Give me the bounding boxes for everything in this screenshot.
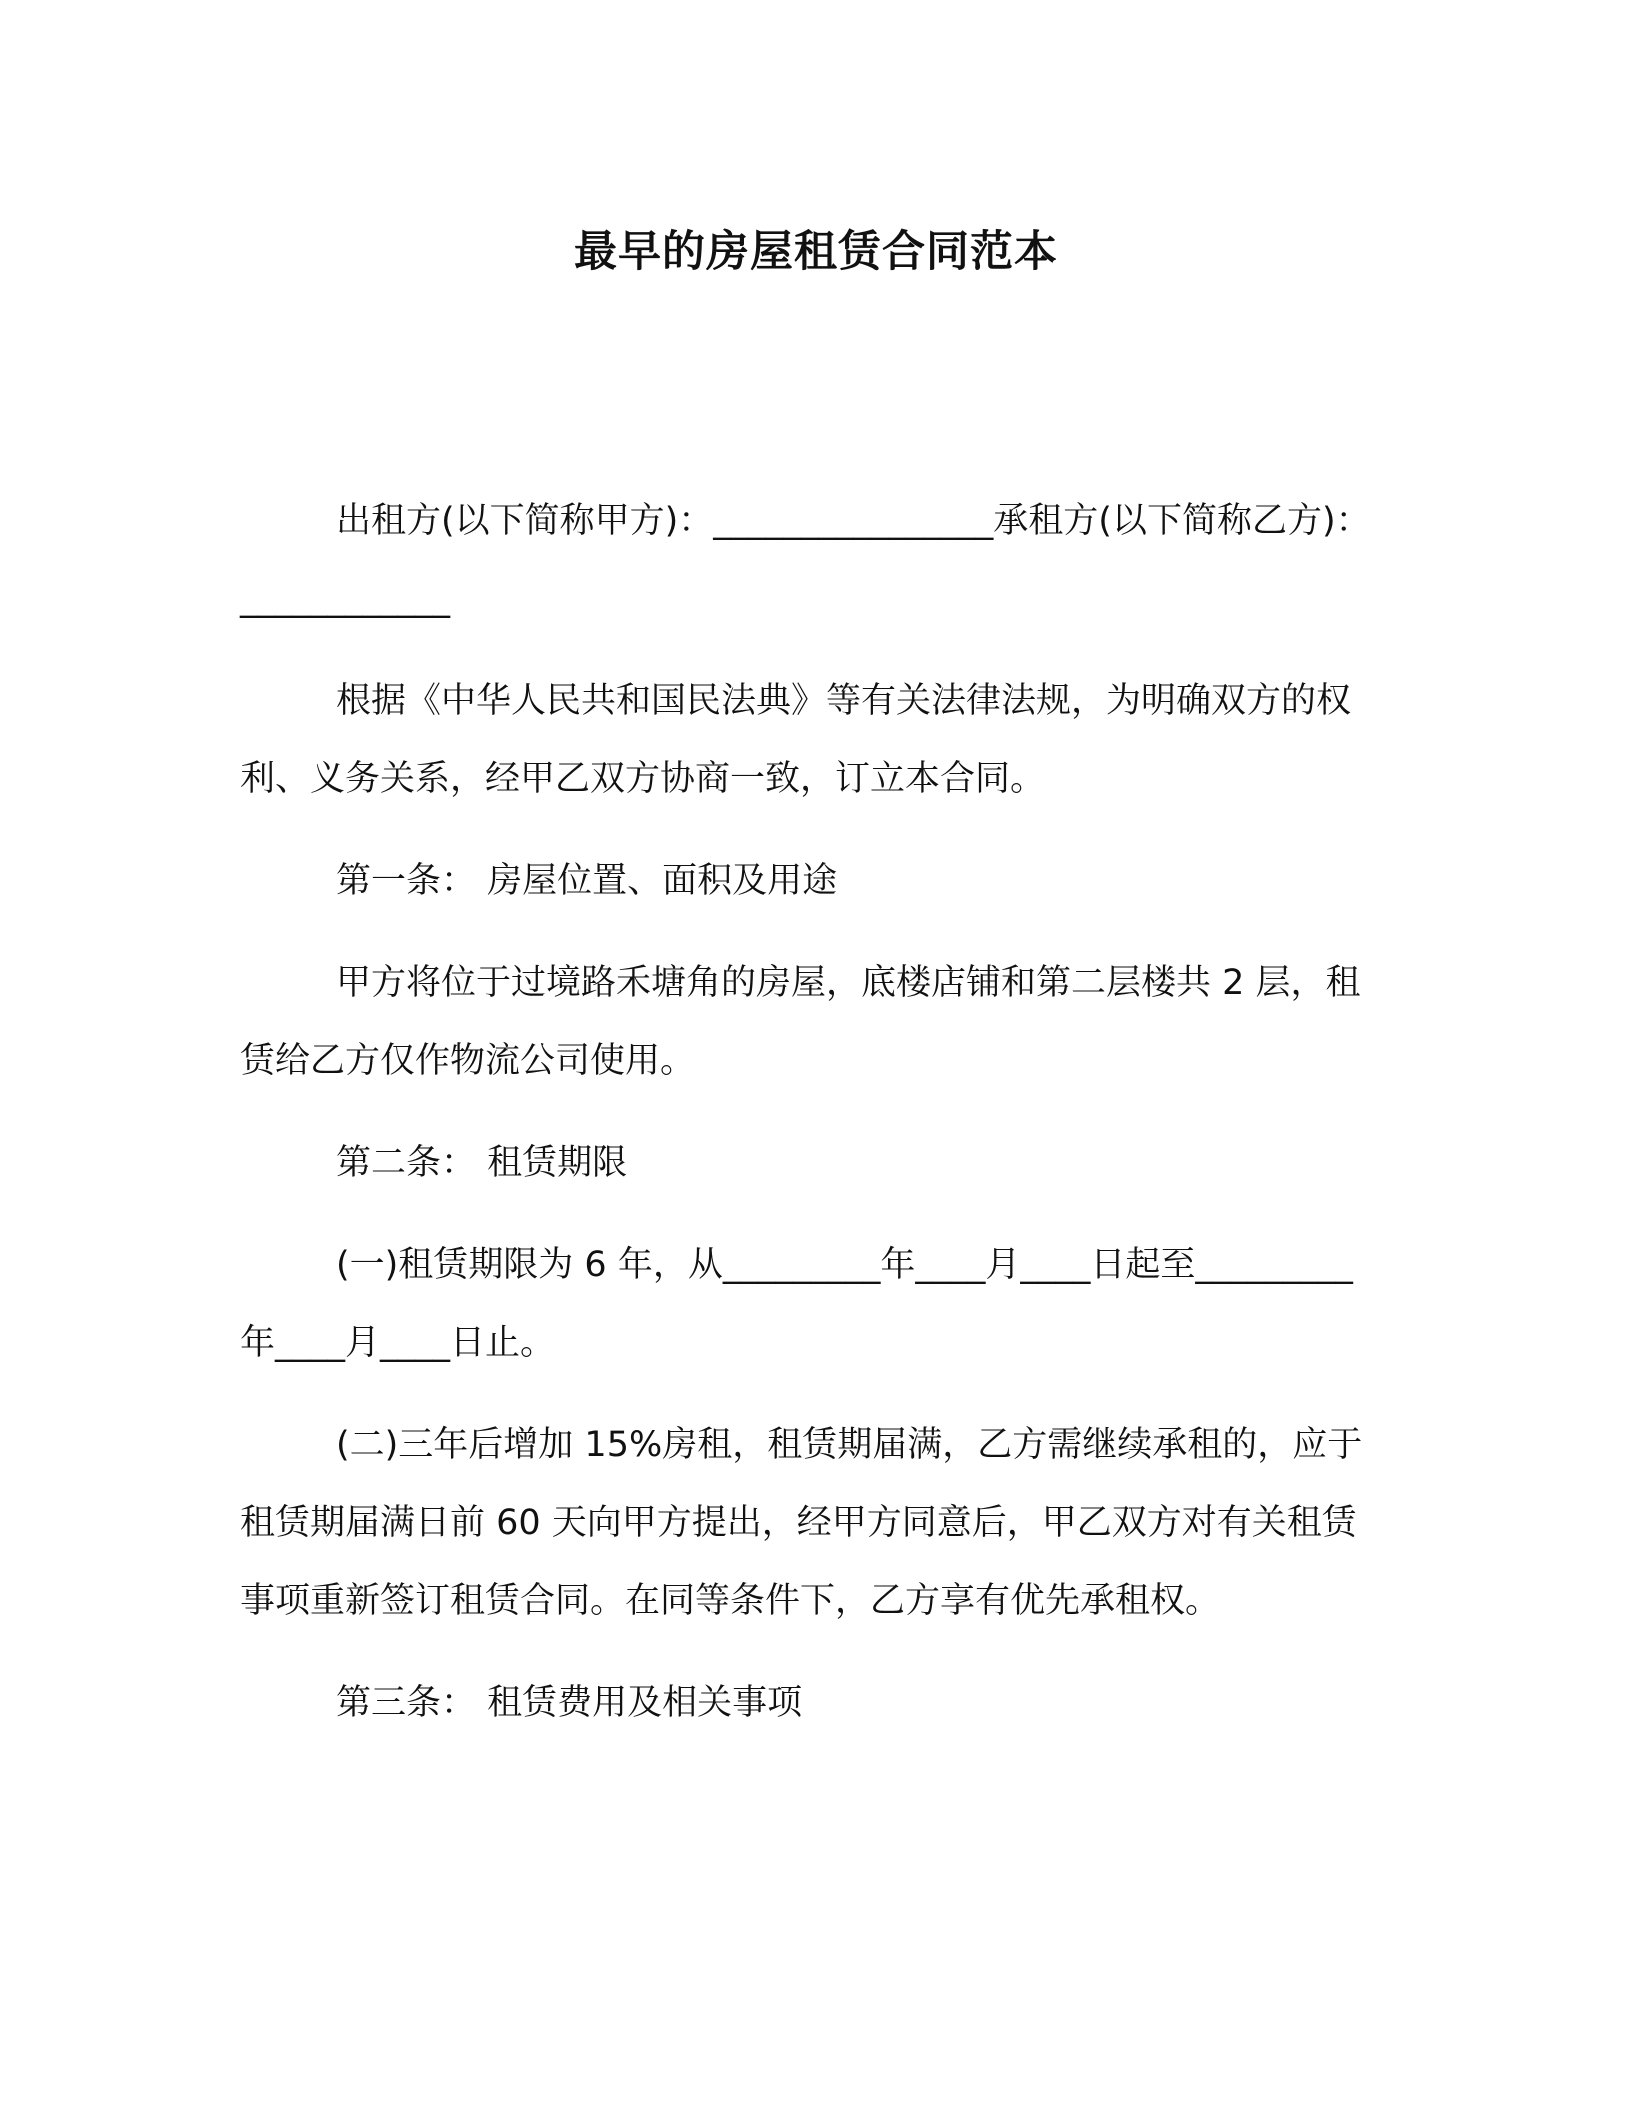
paragraph-parties: 出租方(以下简称甲方)：________________承租方(以下简称乙方)：____________ [240, 501, 1371, 619]
paragraph-legal-basis: 根据《中华人民共和国民法典》等有关法律法规，为明确双方的权利、义务关系，经甲乙双方协商一致，订立本合同。 [240, 681, 1352, 799]
paragraph-article-3-heading: 第三条： 租赁费用及相关事项 [336, 1683, 803, 1723]
document-title: 最早的房屋租赁合同范本 [574, 227, 1058, 277]
paragraph-article-1-heading: 第一条： 房屋位置、面积及用途 [336, 861, 838, 901]
paragraph-article-2-heading: 第二条： 租赁期限 [336, 1143, 628, 1183]
paragraph-article-2-item-1: (一)租赁期限为 6 年，从_________年____月____日起至_________年____月____日止。 [240, 1245, 1353, 1363]
paragraph-article-1-body: 甲方将位于过境路禾塘角的房屋，底楼店铺和第二层楼共 2 层，租赁给乙方仅作物流公司使用。 [240, 963, 1361, 1081]
paragraph-article-2-item-2: (二)三年后增加 15%房租，租赁期届满，乙方需继续承租的，应于租赁期届满日前 60 天向甲方提出，经甲方同意后，甲乙双方对有关租赁事项重新签订租赁合同。在同等条件下，乙方享有优先承租权。 [240, 1425, 1363, 1621]
